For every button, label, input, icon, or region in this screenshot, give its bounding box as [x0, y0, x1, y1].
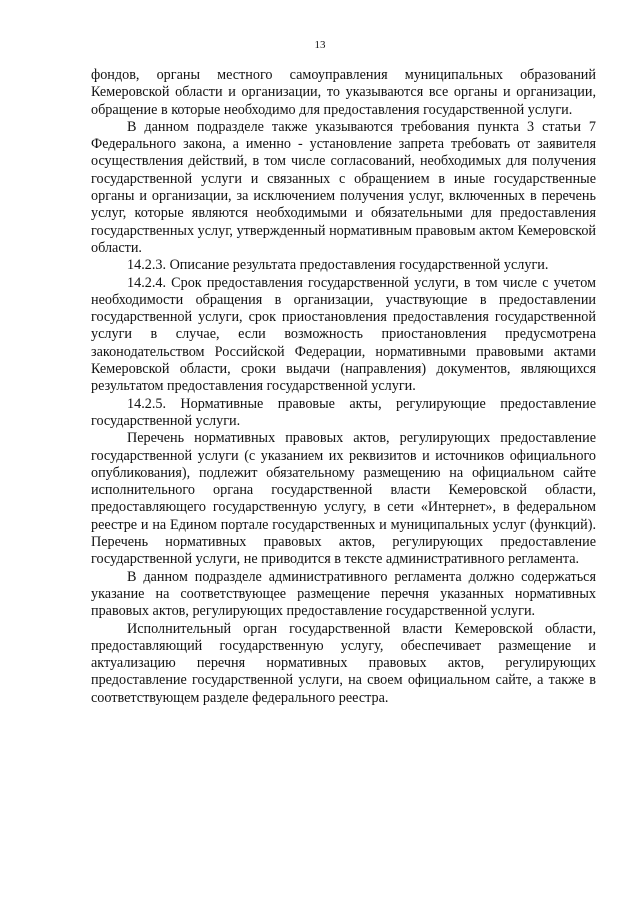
document-body [91, 67, 596, 707]
paragraph-placement-note: В данном подразделе административного регламента должно содержаться указание на соответствующее размещение перечня указанных нормативных правовых актов, регулирующих предоставление государственной услуги. [91, 568, 596, 620]
paragraph-14-2-3: 14.2.3. Описание результата предоставления государственной услуги. [127, 257, 549, 274]
paragraph-continuation: фондов, органы местного самоуправления муниципальных образований Кемеровской области и организации, то указываются все органы и организации, обращение в которые необходимо для предоставления государственной услуги. [91, 67, 596, 118]
paragraph-executive-body: Исполнительный орган государственной власти Кемеровской области, предоставляющий государственную услугу, обеспечивает размещение и актуализацию перечня нормативных правовых актов, регулирующих предоставление государственной услуги, на своем официальном сайте, а также в соответствующем разделе федерального реестра. [91, 620, 596, 706]
paragraph-14-2-5: 14.2.5. Нормативные правовые акты, регулирующие предоставление государственной услуги. [91, 395, 596, 429]
page-number: 13 [314, 39, 326, 51]
paragraph-acts-list: Перечень нормативных правовых актов, регулирующих предоставление государственной услуги (с указанием их реквизитов и источников официального опубликования), подлежит обязательному размещению на официальном сайте исполнительного органа государственной власти Кемеровской области, предоставляющего государственную услугу, в сети «Интернет», в федеральном реестре и на Едином портале государственных и муниципальных услуг (функций). Перечень нормативных правовых актов, регулирующих предоставление государственной услуги, не приводится в тексте административного регламента. [91, 430, 596, 568]
paragraph-14-2-4: 14.2.4. Срок предоставления государственной услуги, в том числе с учетом необходимости обращения в организации, участвующие в предоставлении государственной услуги, срок приостановления предоставления государственной услуги в случае, если возможность приостановления предусмотрена законодательством Российской Федерации, нормативными правовыми актами Кемеровской области, сроки выдачи (направления) документов, являющихся результатом предоставления государственной услуги. [91, 274, 596, 395]
paragraph-requirements: В данном подразделе также указываются требования пункта 3 статьи 7 Федерального закона, а именно - установление запрета требовать от заявителя осуществления действий, в том числе согласований, необходимых для получения государственной услуги и связанных с обращением в иные государственные органы и организации, за исключением получения услуг, включенных в перечень услуг, которые являются необходимыми и обязательными для предоставления государственных услуг, утвержденный нормативным правовым актом Кемеровской области. [91, 118, 596, 256]
